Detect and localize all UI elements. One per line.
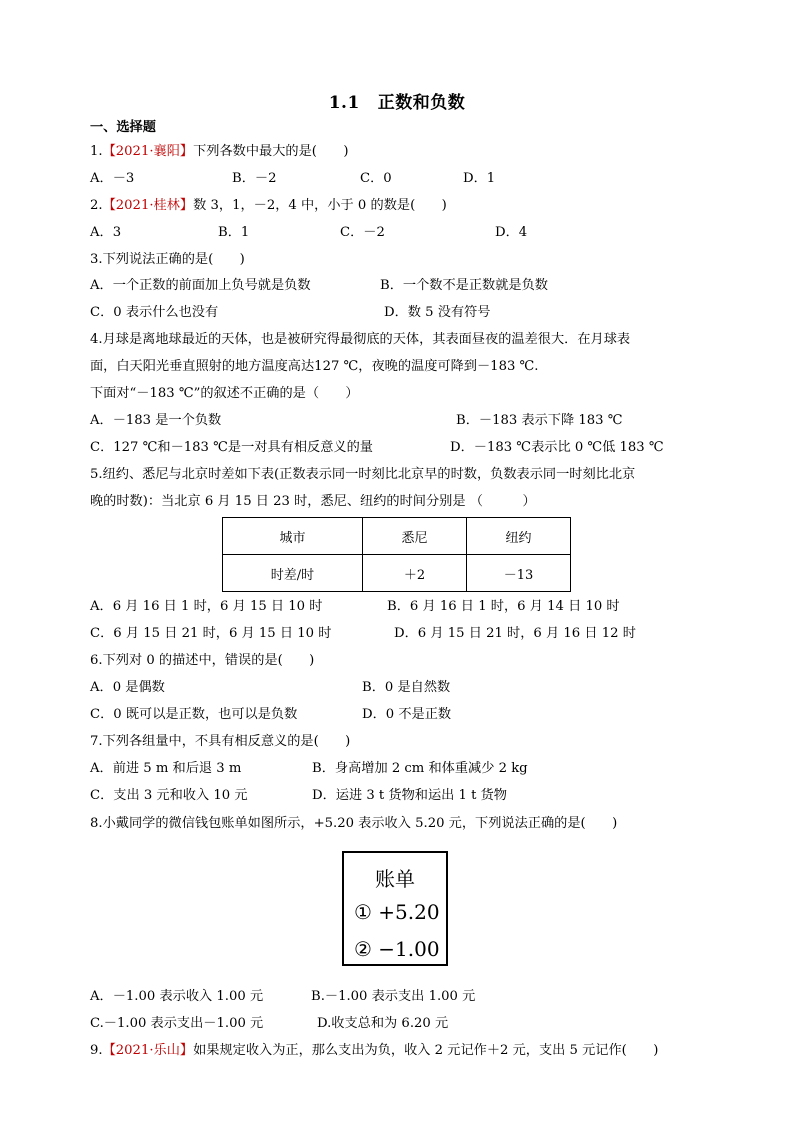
question-1-number: 1. xyxy=(90,144,103,159)
page-title xyxy=(0,88,794,113)
bill-row-2: ② −1.00 xyxy=(354,937,440,961)
question-5-option-d: D．6 月 15 日 21 时，6 月 16 日 12 时 xyxy=(394,626,636,641)
question-1-option-c: C．0 xyxy=(360,171,392,186)
question-6-option-d: D．0 不是正数 xyxy=(362,707,452,722)
question-9 xyxy=(90,1042,658,1060)
title-number: 1.1 xyxy=(328,93,360,113)
question-2-source: 【2021·桂林】 xyxy=(102,198,194,213)
question-6-option-b: B．0 是自然数 xyxy=(362,680,451,695)
question-8-option-d: D.收支总和为 6.20 元 xyxy=(317,1016,449,1031)
question-1-option-a: A．－3 xyxy=(90,171,135,186)
table-row xyxy=(223,555,571,592)
question-2 xyxy=(90,197,447,215)
section-heading: 一、选择题 xyxy=(90,120,156,135)
bill-title: 账单 xyxy=(375,867,415,891)
question-5-line-2: 晚的时数)：当北京 6 月 15 日 23 时，悉尼、纽约的时间分别是 （ ） xyxy=(90,494,536,509)
question-6-stem: 6.下列对 0 的描述中，错误的是( ) xyxy=(90,653,315,668)
question-7-option-b: B．身高增加 2 cm 和体重减少 2 kg xyxy=(312,761,528,776)
question-7-stem: 7.下列各组量中，不具有相反意义的是( ) xyxy=(90,734,351,749)
question-4-option-b: B．－183 表示下降 183 ℃ xyxy=(456,413,623,428)
question-3-stem: 3.下列说法正确的是( ) xyxy=(90,252,245,267)
question-4-line-2: 面，白天阳光垂直照射的地方温度高达127 ℃，夜晚的温度可降到－183 ℃. xyxy=(90,359,539,374)
question-1-stem: 下列各数中最大的是( ) xyxy=(193,144,349,159)
table-header-sydney: 悉尼 xyxy=(363,518,467,555)
question-4-line-1: 4.月球是离地球最近的天体，也是被研究得最彻底的天体，其表面昼夜的温差很大．在月球表 xyxy=(90,332,631,347)
question-4-option-a: A．－183 是一个负数 xyxy=(90,413,222,428)
bill-row-1: ① +5.20 xyxy=(354,900,440,924)
table-cell-new-york: －13 xyxy=(467,555,571,592)
question-2-option-c: C．－2 xyxy=(340,225,385,240)
table-cell-sydney: ＋2 xyxy=(363,555,467,592)
question-7-option-a: A．前进 5 m 和后退 3 m xyxy=(90,761,242,776)
question-5-option-c: C．6 月 15 日 21 时，6 月 15 日 10 时 xyxy=(90,626,332,641)
question-4-option-c: C．127 ℃和－183 ℃是一对具有相反意义的量 xyxy=(90,440,373,455)
table-header-new-york: 纽约 xyxy=(467,518,571,555)
wallet-bill-figure xyxy=(342,851,448,966)
question-2-number: 2. xyxy=(90,198,103,213)
question-2-option-a: A．3 xyxy=(90,225,122,240)
table-header-city: 城市 xyxy=(223,518,363,555)
question-3-option-c: C．0 表示什么也没有 xyxy=(90,305,219,320)
question-9-number: 9. xyxy=(90,1043,103,1058)
question-3-option-a: A．一个正数的前面加上负号就是负数 xyxy=(90,278,311,293)
question-4-line-3: 下面对“－183 ℃”的叙述不正确的是（ ） xyxy=(90,386,359,401)
question-7-option-c: C．支出 3 元和收入 10 元 xyxy=(90,788,248,803)
question-1-option-b: B．－2 xyxy=(232,171,277,186)
question-8-option-a: A．－1.00 表示收入 1.00 元 xyxy=(90,989,264,1004)
question-9-source: 【2021·乐山】 xyxy=(102,1043,194,1058)
question-2-option-d: D．4 xyxy=(495,225,528,240)
table-row-label: 时差/时 xyxy=(223,555,363,592)
question-8-option-b: B.－1.00 表示支出 1.00 元 xyxy=(311,989,476,1004)
question-9-stem: 如果规定收入为正，那么支出为负，收入 2 元记作＋2 元，支出 5 元记作( ) xyxy=(193,1043,659,1058)
question-5-option-b: B．6 月 16 日 1 时，6 月 14 日 10 时 xyxy=(387,599,620,614)
question-3-option-d: D．数 5 没有符号 xyxy=(384,305,491,320)
question-6-option-c: C．0 既可以是正数，也可以是负数 xyxy=(90,707,298,722)
question-5-line-1: 5.纽约、悉尼与北京时差如下表(正数表示同一时刻比北京早的时数，负数表示同一时刻比北京 xyxy=(90,467,636,482)
question-1-source: 【2021·襄阳】 xyxy=(102,144,194,159)
question-8-stem: 8.小戴同学的微信钱包账单如图所示，+5.20 表示收入 5.20 元，下列说法正确的是( ) xyxy=(90,816,618,831)
table-header-row xyxy=(223,518,571,555)
question-6-option-a: A．0 是偶数 xyxy=(90,680,165,695)
question-1 xyxy=(90,143,348,161)
question-2-stem: 数 3，1，－2，4 中，小于 0 的数是( ) xyxy=(193,198,447,213)
question-7-option-d: D．运进 3 t 货物和运出 1 t 货物 xyxy=(312,788,507,803)
question-8-option-c: C.－1.00 表示支出－1.00 元 xyxy=(90,1016,264,1031)
time-difference-table xyxy=(222,517,571,592)
question-3-option-b: B．一个数不是正数就是负数 xyxy=(380,278,548,293)
question-1-option-d: D．1 xyxy=(463,171,496,186)
question-2-option-b: B．1 xyxy=(218,225,250,240)
question-5-option-a: A．6 月 16 日 1 时，6 月 15 日 10 时 xyxy=(90,599,323,614)
question-4-option-d: D．－183 ℃表示比 0 ℃低 183 ℃ xyxy=(450,440,664,455)
title-text: 正数和负数 xyxy=(377,93,466,113)
